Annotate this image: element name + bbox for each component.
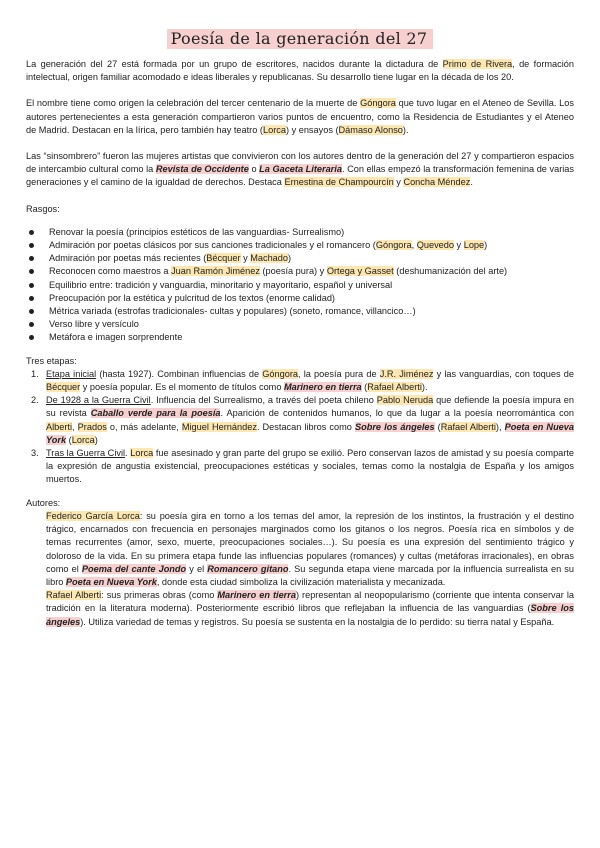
highlight-title: Sobre los ángeles xyxy=(46,603,574,627)
highlight: Pablo Neruda xyxy=(376,395,434,406)
highlight: Góngora xyxy=(262,368,298,379)
highlight: Ortega y Gasset xyxy=(326,266,394,277)
highlight: Lorca xyxy=(71,434,95,445)
page-title: Poesía de la generación del 27 xyxy=(26,0,574,48)
highlight-title: Sobre los ángeles xyxy=(354,421,435,432)
list-item: Admiración por poetas clásicos por sus canciones tradicionales y el romancero (Góngora, Quevedo y Lope) xyxy=(26,239,574,252)
highlight-title: Revista de Occidente xyxy=(155,164,249,175)
highlight: Rafael Alberti xyxy=(440,421,496,432)
highlight: Federico García Lorca xyxy=(46,510,140,521)
highlight-title: Caballo verde para la poesía xyxy=(90,408,221,419)
list-item: 2. De 1928 a la Guerra Civil. Influencia del Surrealismo, a través del poeta chileno Pablo Neruda que defiende la poesía impura en su revista Caballo verde para la poesía. Aparición de contenidos humanos, lo que da lugar a la poesía neorromántica con Alberti, Prados o, más adelante, Miguel Hernández. Destacan libros como Sobre los ángeles (Rafael Alberti), Poeta en Nueva York (Lorca) xyxy=(31,395,575,445)
highlight-title: Poeta en Nueva York xyxy=(46,421,575,445)
list-item: Preocupación por la estética y pulcritud de los textos (enorme calidad) xyxy=(26,292,574,305)
highlight-title: Poeta en Nueva York xyxy=(65,576,157,587)
highlight: Bécquer xyxy=(206,253,241,264)
list-item: Métrica variada (estrofas tradicionales- cultas y populares) (soneto, romance, villancico…) xyxy=(26,305,574,318)
nombre-paragraph: El nombre tiene como origen la celebración del tercer centenario de la muerte de Góngora que tuvo lugar en el Ateneo de Sevilla. Los autores pertenecientes a esta generación compartieron varios puntos de encuentro, como la Residencia de Estudiantes y el Ateneo de Madrid. Destacan en la lírica, pero también hay teatro (Lorca) y ensayos (Dámaso Alonso). xyxy=(26,98,574,135)
etapas-list xyxy=(26,368,574,487)
etapas-heading: Tres etapas: xyxy=(26,355,77,366)
highlight: Concha Méndez xyxy=(403,177,471,188)
autor-lorca: Federico García Lorca: su poesía gira en torno a los temas del amor, la represión de los instintos, la frustración y el destino trágico, encarnados con frecuencia en personajes marginados como los gitanos o los negros. Poesía rica en símbolos y de temas recurrentes (amor, sexo, muerte, preocupaciones sociales…). Su poesía es una expresión del sentimiento trágico y doloroso de la vida. En su primera etapa funde las influencias populares (romances) y cultas (metáforas irracionales), en obras como el Poema del cante Jondo y el Romancero gitano. Su segunda etapa viene marcada por la influencia surrealista en su libro Poeta en Nueva York, donde esta ciudad simboliza la civilización materialista y mecanizada. xyxy=(46,510,575,587)
highlight: Lorca xyxy=(262,124,286,135)
list-item: Verso libre y versículo xyxy=(26,318,574,331)
highlight-title: Marinero en tierra xyxy=(284,382,362,393)
highlight: Góngora xyxy=(360,98,396,109)
highlight: Dámaso Alonso xyxy=(338,124,403,135)
list-item: Equilibrio entre: tradición y vanguardia, minoritario y mayoritario, español y universal xyxy=(26,279,574,292)
list-item: Admiración por poetas más recientes (Bécquer y Machado) xyxy=(26,252,574,265)
highlight: Miguel Hernández xyxy=(181,421,257,432)
highlight-title: Marinero en tierra xyxy=(217,590,296,601)
list-item: 3. Tras la Guerra Civil. Lorca fue asesinado y gran parte del grupo se exilió. Pero conservan lazos de amistad y su poesía comparte la expresión de angustia existencial, preocupaciones estéticas y sociales, temas como la nostalgia de España y los amigos muertos. xyxy=(31,448,575,485)
sinsombrero-paragraph: Las “sinsombrero” fueron las mujeres artistas que convivieron con los autores dentro de la generación del 27 y compartieron espacios de intercambio cultural como la Revista de Occidente o La Gaceta Literaria. Con ellas empezó la transformación femenina de varias generaciones y el camino de la igualdad de derechos. Destaca Ernestina de Champourcín y Concha Méndez. xyxy=(26,151,575,188)
highlight: J.R. Jiménez xyxy=(379,368,434,379)
intro-paragraph: La generación del 27 está formada por un grupo de escritores, nacidos durante la dictadura de Primo de Rivera, de formación intelectual, origen familiar acomodado e ideas liberales y republicanas. Su desarrollo tiene lugar en la década de los 20. xyxy=(26,59,574,83)
highlight: Alberti xyxy=(46,421,73,432)
highlight: Prados xyxy=(77,421,107,432)
highlight: Lorca xyxy=(130,448,154,459)
highlight-title: Romancero gitano xyxy=(207,563,289,574)
highlight: Primo de Rivera xyxy=(442,59,513,69)
highlight: Rafael Alberti xyxy=(367,382,422,393)
highlight-title: La Gaceta Literaria xyxy=(259,164,342,175)
rasgos-heading: Rasgos: xyxy=(26,203,60,214)
list-item: Reconocen como maestros a Juan Ramón Jiménez (poesía pura) y Ortega y Gasset (deshumanización del arte) xyxy=(26,265,574,278)
highlight: Bécquer xyxy=(46,382,81,393)
list-item: Renovar la poesía (principios estéticos de las vanguardias- Surrealismo) xyxy=(26,226,574,239)
list-item: Metáfora e imagen sorprendente xyxy=(26,331,574,344)
autores-heading: Autores: xyxy=(26,497,61,508)
highlight: Ernestina de Champourcín xyxy=(284,177,394,188)
highlight-title: Poema del cante Jondo xyxy=(81,563,187,574)
highlight: Quevedo xyxy=(416,240,454,251)
highlight: Góngora xyxy=(375,240,412,251)
highlight: Juan Ramón Jiménez xyxy=(171,266,260,277)
highlight: Lope xyxy=(463,240,485,251)
highlight: Machado xyxy=(250,253,289,264)
highlight: Rafael Alberti xyxy=(46,590,102,601)
list-item: 1. Etapa inicial (hasta 1927). Combinan influencias de Góngora, la poesía pura de J.R. Jiménez y las vanguardias, con toques de Bécquer y poesía popular. Es el momento de títulos como Marinero en tierra (Rafael Alberti). xyxy=(31,368,574,393)
rasgos-list xyxy=(26,226,574,345)
autor-alberti: Rafael Alberti: sus primeras obras (como Marinero en tierra) representan al neopopularismo (corriente que intenta conservar la tradición en la literatura moderna). Posteriormente escribió libros que reflejaban la influencia de las vanguardias (Sobre los ángeles). Utiliza variedad de temas y registros. Su poesía se sustenta en la nostalgia de lo perdido: su tierra natal y España. xyxy=(46,590,574,627)
